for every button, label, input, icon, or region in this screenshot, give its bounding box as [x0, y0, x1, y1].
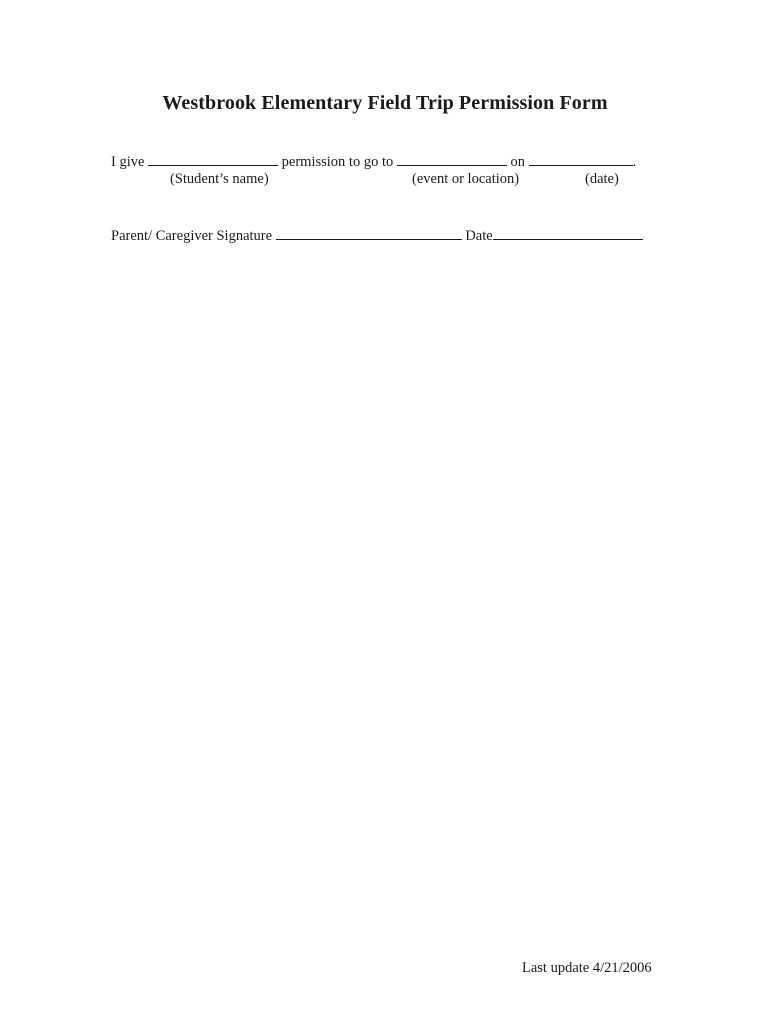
- i-give-text: I give: [111, 154, 145, 170]
- student-name-caption: (Student’s name): [170, 171, 269, 187]
- student-name-blank[interactable]: [148, 153, 278, 166]
- permission-sentence: [111, 153, 636, 171]
- event-location-blank[interactable]: [397, 153, 507, 166]
- form-title: Westbrook Elementary Field Trip Permission Form: [162, 92, 608, 114]
- signature-blank[interactable]: [276, 227, 462, 240]
- event-location-caption: (event or location): [412, 171, 520, 187]
- trip-date-caption: (date): [585, 171, 619, 187]
- signature-line: [111, 227, 643, 245]
- period-text: .: [632, 154, 637, 170]
- trip-date-blank[interactable]: [529, 153, 633, 166]
- last-update-text: Last update 4/21/2006: [522, 960, 652, 976]
- date-label: Date: [465, 228, 493, 244]
- signature-date-blank[interactable]: [493, 227, 643, 240]
- on-text: on: [510, 154, 525, 170]
- signature-label: Parent/ Caregiver Signature: [111, 228, 273, 244]
- permission-text: permission to go to: [281, 154, 394, 170]
